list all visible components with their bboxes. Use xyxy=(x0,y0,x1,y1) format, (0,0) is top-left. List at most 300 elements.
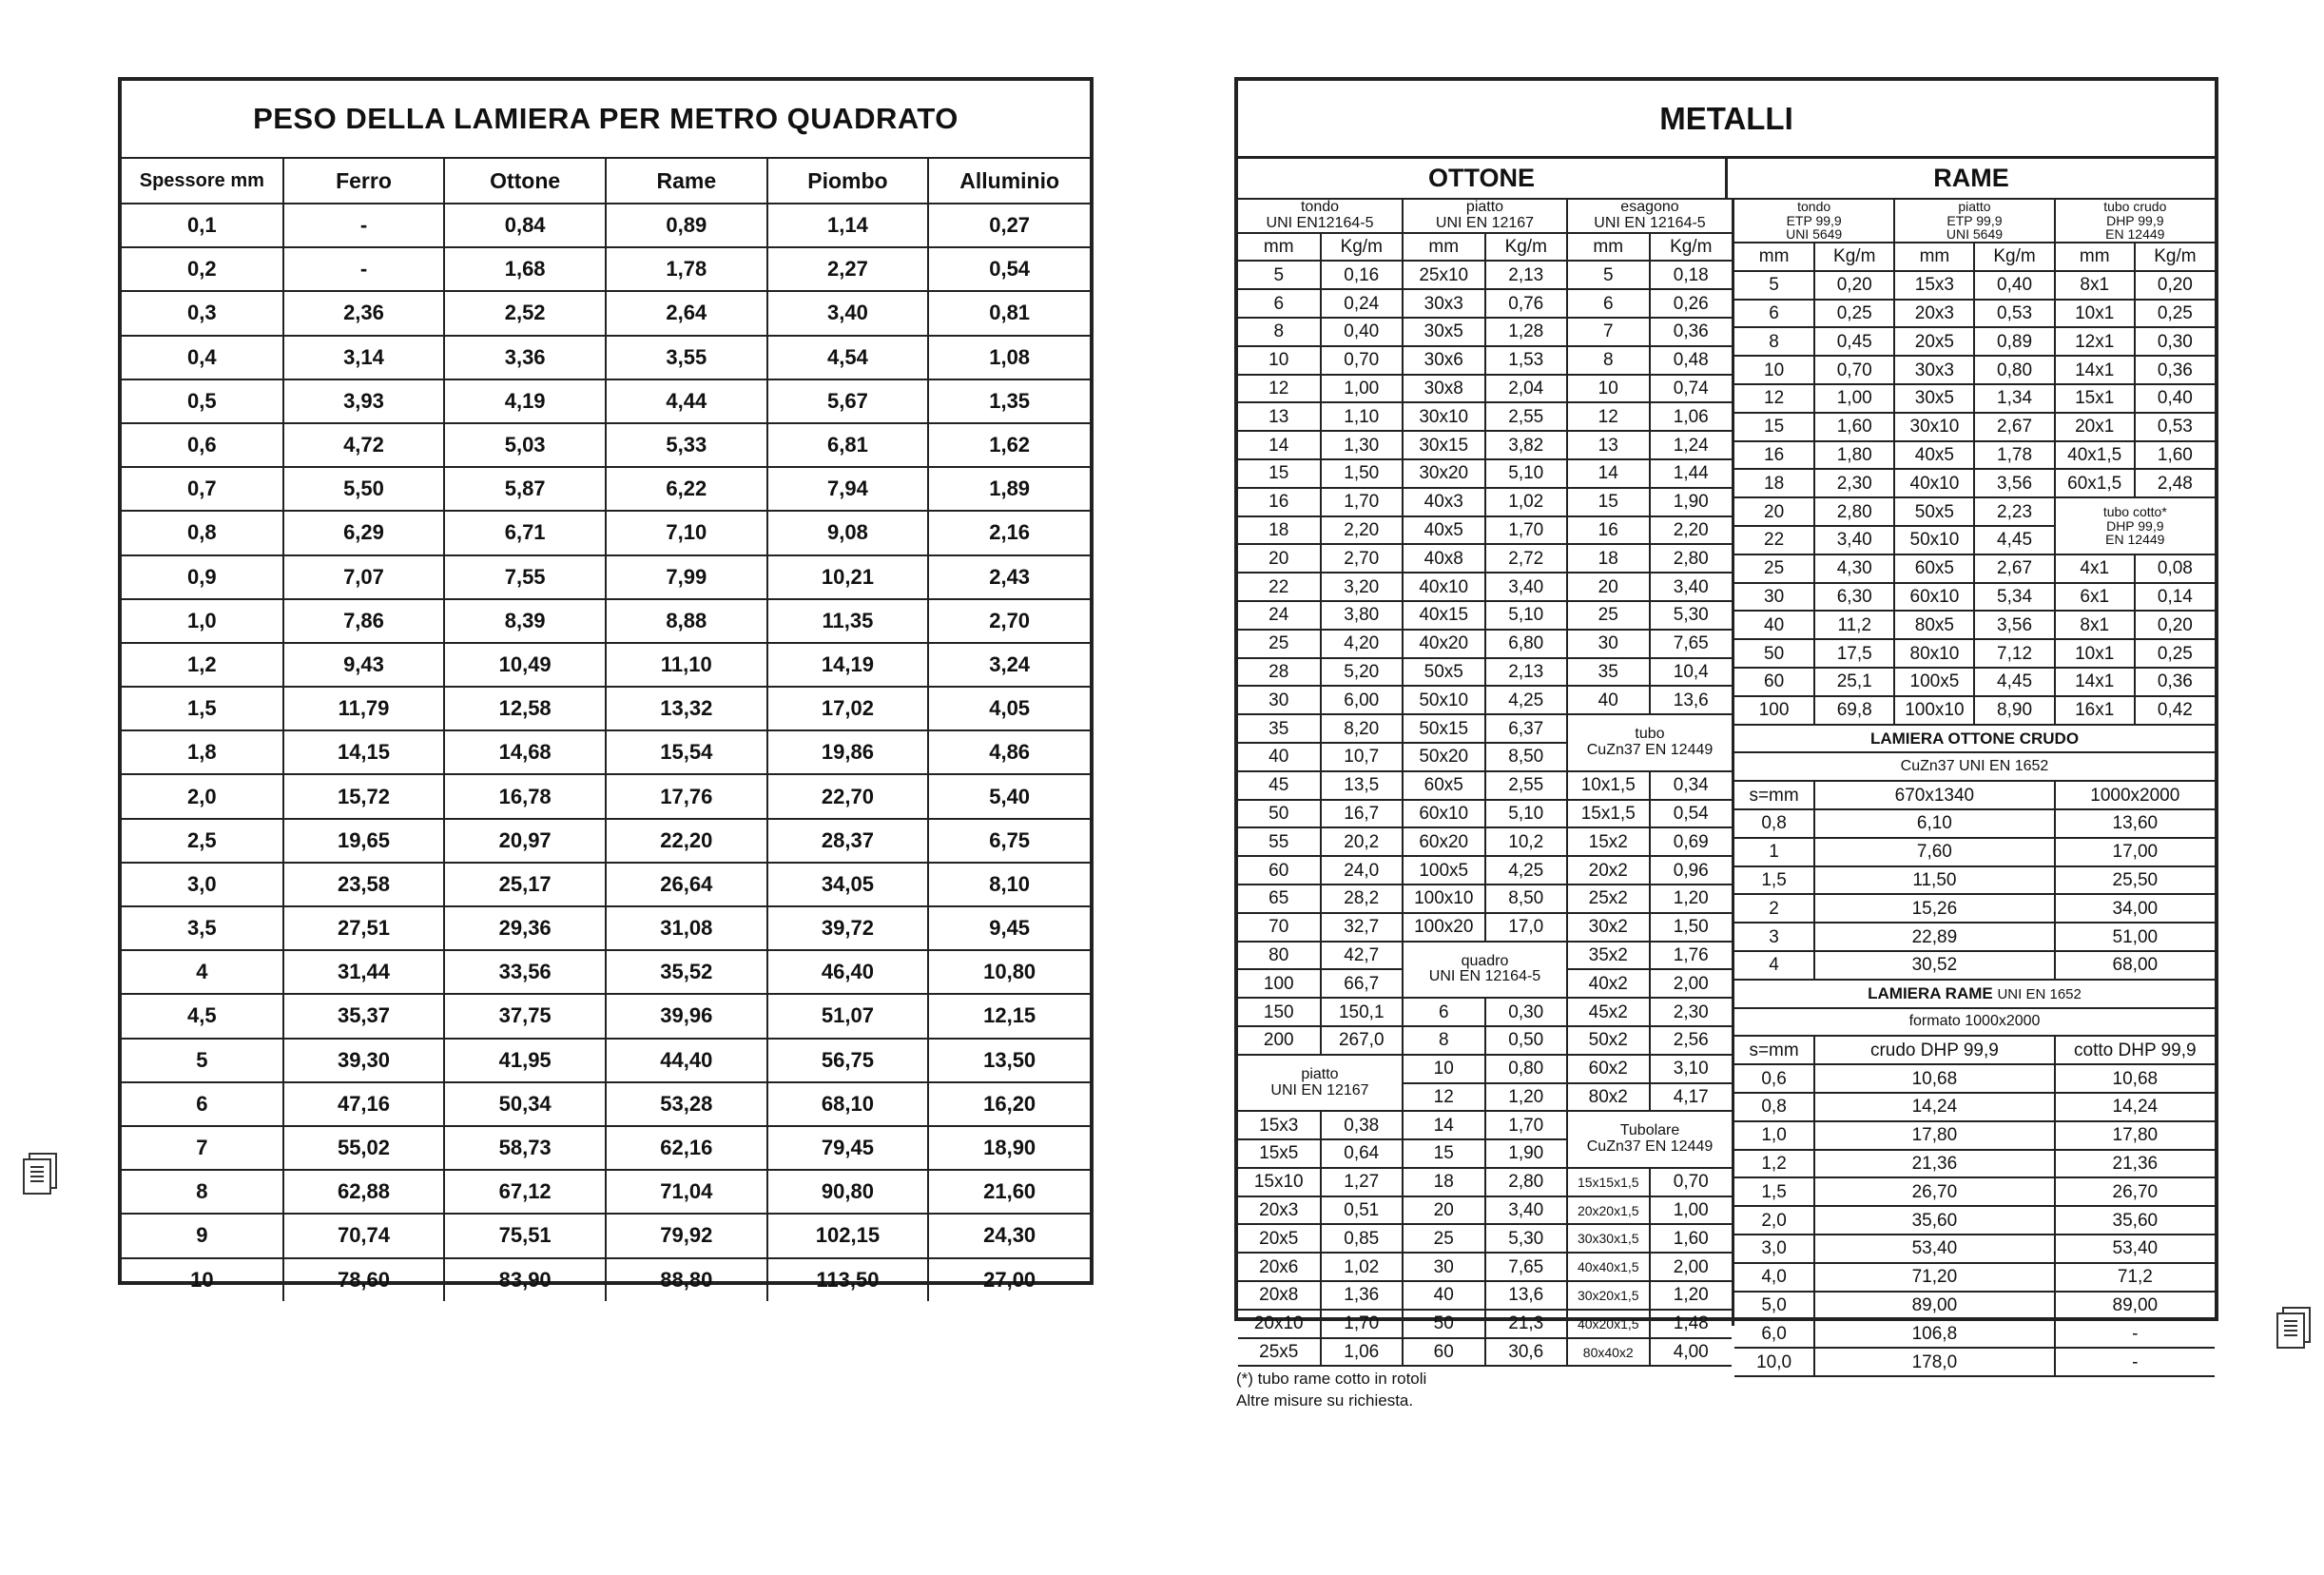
table-cell: 1,70 xyxy=(1321,488,1404,516)
table-cell: 5,40 xyxy=(928,774,1090,818)
table-cell: 1,2 xyxy=(1734,1150,1814,1178)
table-cell: 17,76 xyxy=(606,774,767,818)
table-cell: 51,07 xyxy=(767,994,929,1038)
lamiera-rame-norm: UNI EN 1652 xyxy=(1997,986,2082,1003)
table-cell: 22,89 xyxy=(1814,923,2054,951)
table-cell: 3,14 xyxy=(283,336,445,379)
table-cell: 0,9 xyxy=(122,555,283,599)
table-row xyxy=(1734,554,2215,583)
table-cell: 15 xyxy=(1734,413,1814,441)
table-cell: 12x1 xyxy=(2055,327,2135,356)
table-cell: 35,52 xyxy=(606,950,767,994)
table-cell: 65 xyxy=(1238,885,1321,913)
table-cell: 4 xyxy=(1734,951,1814,980)
metalli-title: METALLI xyxy=(1238,81,2215,159)
table-cell: 45x2 xyxy=(1567,998,1650,1026)
table-cell: 50x10 xyxy=(1403,686,1485,714)
table-cell: 2,52 xyxy=(444,291,606,335)
table-cell: 20x10 xyxy=(1238,1310,1321,1338)
table-cell: 1,60 xyxy=(1814,413,1894,441)
table-cell: 2,30 xyxy=(1650,998,1733,1026)
table-cell: 2,0 xyxy=(122,774,283,818)
table-row xyxy=(1734,1348,2215,1376)
table-cell: 27,00 xyxy=(928,1258,1090,1301)
table-cell: 3,56 xyxy=(1974,469,2054,497)
table-row xyxy=(122,599,1090,643)
table-cell: 5,50 xyxy=(283,467,445,511)
table-cell: 3,40 xyxy=(1814,526,1894,554)
table-row xyxy=(1238,488,1732,516)
table-cell: 0,74 xyxy=(1650,375,1733,403)
table-row xyxy=(1238,856,1732,885)
table-cell: 0,3 xyxy=(122,291,283,335)
table-row xyxy=(1238,346,1732,375)
table-cell: 30x3 xyxy=(1894,356,1974,384)
table-cell: 14,68 xyxy=(444,730,606,774)
table-cell: 25 xyxy=(1734,554,1814,583)
table-cell: 34,05 xyxy=(767,863,929,906)
table-row xyxy=(122,247,1090,291)
table-cell: 2,43 xyxy=(928,555,1090,599)
table-cell: 0,50 xyxy=(1485,1026,1568,1055)
table-cell: 12,15 xyxy=(928,994,1090,1038)
table-cell: 3,10 xyxy=(1650,1055,1733,1083)
table-cell: 14,19 xyxy=(767,643,929,687)
table-cell: 2,67 xyxy=(1974,554,2054,583)
table-cell: 17,0 xyxy=(1485,913,1568,942)
table-cell: 2,27 xyxy=(767,247,929,291)
table-cell: 10,80 xyxy=(928,950,1090,994)
table-cell: 50 xyxy=(1734,639,1814,668)
table-cell: 16,78 xyxy=(444,774,606,818)
table-cell: 7,94 xyxy=(767,467,929,511)
table-cell: 6,0 xyxy=(1734,1319,1814,1348)
table-cell: 40x10 xyxy=(1403,573,1485,601)
table-cell: 0,27 xyxy=(928,204,1090,247)
table-cell: 71,20 xyxy=(1814,1263,2054,1292)
table-cell: 100x5 xyxy=(1403,856,1485,885)
table-cell: - xyxy=(283,204,445,247)
table-cell: 5 xyxy=(1567,261,1650,289)
table-cell: 66,7 xyxy=(1321,969,1404,998)
table-cell: 20x3 xyxy=(1238,1196,1321,1225)
table-cell: 4,5 xyxy=(122,994,283,1038)
table-row xyxy=(1734,894,2215,923)
table-cell: 3,40 xyxy=(1485,1196,1568,1225)
table-cell: 1,14 xyxy=(767,204,929,247)
table-cell: 60x5 xyxy=(1894,554,1974,583)
table-cell: 1,34 xyxy=(1974,384,2054,413)
table-cell: 44,40 xyxy=(606,1039,767,1082)
table-cell: 30 xyxy=(1567,630,1650,658)
table-cell: 5,10 xyxy=(1485,601,1568,630)
table-cell: 0,53 xyxy=(2135,413,2215,441)
table-row xyxy=(1734,923,2215,951)
table-cell: 8x1 xyxy=(2055,611,2135,639)
table-cell: 16 xyxy=(1734,441,1814,470)
table-cell: 40x10 xyxy=(1894,469,1974,497)
table-cell: 0,51 xyxy=(1321,1196,1404,1225)
table-cell: 9,08 xyxy=(767,511,929,554)
table-cell: 0,36 xyxy=(2135,356,2215,384)
table-row xyxy=(1238,714,1732,743)
table-row xyxy=(1734,752,2215,781)
unit-header: Kg/m xyxy=(2135,243,2215,271)
unit-header: mm xyxy=(1238,233,1321,262)
table-cell: 10,68 xyxy=(2055,1064,2215,1093)
table-cell: 30x10 xyxy=(1403,402,1485,431)
table-cell: 6,81 xyxy=(767,423,929,467)
table-cell: 1,24 xyxy=(1650,431,1733,459)
table-cell: 50x10 xyxy=(1894,526,1974,554)
table-row xyxy=(1734,1093,2215,1121)
table-cell: 2,36 xyxy=(283,291,445,335)
table-cell: 0,70 xyxy=(1814,356,1894,384)
table-cell: 1,76 xyxy=(1650,942,1733,970)
table-row xyxy=(1734,1292,2215,1320)
rame-table xyxy=(1734,200,2215,1377)
table-row xyxy=(1238,601,1732,630)
table-cell: 1,28 xyxy=(1485,318,1568,346)
column-header: quadro UNI EN 12164-5 xyxy=(1403,942,1567,999)
table-cell: 3,0 xyxy=(122,863,283,906)
table-cell: 150,1 xyxy=(1321,998,1404,1026)
table-cell: 3,20 xyxy=(1321,573,1404,601)
table-cell: 3,55 xyxy=(606,336,767,379)
table-cell: 25 xyxy=(1238,630,1321,658)
table-cell: 0,48 xyxy=(1650,346,1733,375)
table-cell: 10,0 xyxy=(1734,1348,1814,1376)
table-cell: 51,00 xyxy=(2055,923,2215,951)
table-row xyxy=(1238,318,1732,346)
table-cell: 20,97 xyxy=(444,819,606,863)
table-cell: 0,89 xyxy=(1974,327,2054,356)
table-cell: 14x1 xyxy=(2055,356,2135,384)
table-cell: 100x10 xyxy=(1403,885,1485,913)
table-cell: 20x3 xyxy=(1894,300,1974,328)
table-cell: 0,40 xyxy=(2135,384,2215,413)
table-cell: 31,08 xyxy=(606,906,767,950)
table-cell: 2,80 xyxy=(1650,544,1733,573)
table-cell: 1,00 xyxy=(1650,1196,1733,1225)
table-cell: 14x1 xyxy=(2055,668,2135,696)
table-cell: 10 xyxy=(1238,346,1321,375)
table-cell: 24 xyxy=(1238,601,1321,630)
table-row xyxy=(122,379,1090,423)
lamiera-ottone-subtitle: CuZn37 UNI EN 1652 xyxy=(1734,752,2215,781)
table-cell: 28,37 xyxy=(767,819,929,863)
document-icon[interactable] xyxy=(23,1153,57,1195)
table-row xyxy=(1238,431,1732,459)
table-cell: 40x20 xyxy=(1403,630,1485,658)
table-row xyxy=(1734,1235,2215,1263)
table-cell: 18 xyxy=(1238,516,1321,545)
table-cell: 30x20x1,5 xyxy=(1567,1281,1650,1310)
table-cell: 1,90 xyxy=(1485,1139,1568,1168)
table-cell: 6,30 xyxy=(1814,583,1894,612)
table-cell: 40x5 xyxy=(1894,441,1974,470)
table-cell: 10,49 xyxy=(444,643,606,687)
table-cell: 6x1 xyxy=(2055,583,2135,612)
table-cell: 12 xyxy=(1734,384,1814,413)
table-cell: 60x10 xyxy=(1403,800,1485,828)
table-cell: 35 xyxy=(1238,714,1321,743)
table-cell: 12 xyxy=(1567,402,1650,431)
table-row xyxy=(1238,913,1732,942)
table-cell: 15,72 xyxy=(283,774,445,818)
table-cell: 6 xyxy=(1238,289,1321,318)
table-cell: - xyxy=(2055,1319,2215,1348)
table-cell: - xyxy=(2055,1348,2215,1376)
table-cell: 10,7 xyxy=(1321,743,1404,771)
table-cell: 1,20 xyxy=(1650,1281,1733,1310)
table-cell: 20x6 xyxy=(1238,1253,1321,1281)
table-row xyxy=(1734,1263,2215,1292)
table-cell: 0,34 xyxy=(1650,771,1733,800)
table-cell: 100x20 xyxy=(1403,913,1485,942)
table-cell: 1,00 xyxy=(1814,384,1894,413)
table-cell: 5,30 xyxy=(1485,1224,1568,1253)
table-row xyxy=(1238,261,1732,289)
table-cell: 21,36 xyxy=(2055,1150,2215,1178)
table-cell: 0,36 xyxy=(2135,668,2215,696)
table-cell: 19,65 xyxy=(283,819,445,863)
column-header: piatto UNI EN 12167 xyxy=(1238,1055,1403,1112)
table-cell: 13,60 xyxy=(2055,809,2215,838)
table-cell: 0,2 xyxy=(122,247,283,291)
table-cell: 69,8 xyxy=(1814,696,1894,725)
table-cell: 2,5 xyxy=(122,819,283,863)
table-cell: 17,5 xyxy=(1814,639,1894,668)
lamiera-rame-title-text: LAMIERA RAME xyxy=(1868,984,1993,1003)
table-cell: 40 xyxy=(1238,743,1321,771)
table-cell: 15x10 xyxy=(1238,1168,1321,1196)
table-row xyxy=(122,423,1090,467)
column-header: tubo crudo DHP 99,9 EN 12449 xyxy=(2055,200,2215,243)
table-cell: 0,24 xyxy=(1321,289,1404,318)
table-cell: 1,89 xyxy=(928,467,1090,511)
table-cell: 1,06 xyxy=(1650,402,1733,431)
table-cell: crudo DHP 99,9 xyxy=(1814,1036,2054,1064)
table-row xyxy=(122,1082,1090,1126)
table-row xyxy=(1238,200,1732,233)
table-cell: 4,44 xyxy=(606,379,767,423)
table-cell: 20 xyxy=(1238,544,1321,573)
table-row xyxy=(1238,1055,1732,1083)
footnote-line-2: Altre misure su richiesta. xyxy=(1236,1391,1414,1410)
table-cell: 100x10 xyxy=(1894,696,1974,725)
table-cell: 0,80 xyxy=(1485,1055,1568,1083)
table-cell: 80x40x2 xyxy=(1567,1338,1650,1367)
table-cell: 1,0 xyxy=(1734,1121,1814,1150)
table-row xyxy=(1238,375,1732,403)
table-cell: 7 xyxy=(122,1126,283,1170)
table-cell: 14,24 xyxy=(2055,1093,2215,1121)
table-cell: 13,50 xyxy=(928,1039,1090,1082)
table-cell: 13 xyxy=(1567,431,1650,459)
table-cell: 30,52 xyxy=(1814,951,2054,980)
table-cell: 4,17 xyxy=(1650,1083,1733,1112)
table-row xyxy=(1238,1281,1732,1310)
table-row xyxy=(1734,838,2215,866)
table-cell: 79,92 xyxy=(606,1214,767,1257)
table-cell: 8,50 xyxy=(1485,885,1568,913)
table-cell: 0,25 xyxy=(2135,639,2215,668)
table-cell: 10,4 xyxy=(1650,658,1733,687)
table-cell: 3 xyxy=(1734,923,1814,951)
table-cell: 20 xyxy=(1567,573,1650,601)
table-cell: 2,56 xyxy=(1650,1026,1733,1055)
table-cell: 1,53 xyxy=(1485,346,1568,375)
table-cell: 4,72 xyxy=(283,423,445,467)
table-cell: 12,58 xyxy=(444,687,606,730)
table-cell: 7,86 xyxy=(283,599,445,643)
ottone-table xyxy=(1238,200,1732,1367)
table-cell: 11,50 xyxy=(1814,866,2054,895)
table-cell: cotto DHP 99,9 xyxy=(2055,1036,2215,1064)
table-cell: 9,43 xyxy=(283,643,445,687)
table-row xyxy=(1238,1111,1732,1139)
table-cell: 0,25 xyxy=(1814,300,1894,328)
table-cell: 8,88 xyxy=(606,599,767,643)
table-cell: 1,8 xyxy=(122,730,283,774)
table-cell: 13,6 xyxy=(1485,1281,1568,1310)
table-cell: 1,08 xyxy=(928,336,1090,379)
column-header: piatto ETP 99,9 UNI 5649 xyxy=(1894,200,2054,243)
table-cell: 55,02 xyxy=(283,1126,445,1170)
table-cell: 39,30 xyxy=(283,1039,445,1082)
table-cell: 28 xyxy=(1238,658,1321,687)
table-row xyxy=(1238,1196,1732,1225)
table-cell: 17,80 xyxy=(2055,1121,2215,1150)
table-cell: 89,00 xyxy=(1814,1292,2054,1320)
table-cell: 0,80 xyxy=(1974,356,2054,384)
table-cell: 47,16 xyxy=(283,1082,445,1126)
table-cell: 7,65 xyxy=(1650,630,1733,658)
table-cell: 5 xyxy=(1238,261,1321,289)
table-cell: 0,25 xyxy=(2135,300,2215,328)
table-cell: 1,0 xyxy=(122,599,283,643)
table-row xyxy=(122,819,1090,863)
table-row xyxy=(122,511,1090,554)
unit-header: Kg/m xyxy=(1650,233,1733,262)
table-row xyxy=(1734,809,2215,838)
table-cell: 75,51 xyxy=(444,1214,606,1257)
table-cell: s=mm xyxy=(1734,1036,1814,1064)
table-cell: 4,19 xyxy=(444,379,606,423)
table-cell: 0,26 xyxy=(1650,289,1733,318)
table-cell: 30x5 xyxy=(1894,384,1974,413)
table-cell: 0,42 xyxy=(2135,696,2215,725)
table-cell: 78,60 xyxy=(283,1258,445,1301)
table-cell: 4,86 xyxy=(928,730,1090,774)
table-row xyxy=(1734,668,2215,696)
table-cell: 20 xyxy=(1403,1196,1485,1225)
table-row xyxy=(1734,1150,2215,1178)
table-cell: 30x15 xyxy=(1403,431,1485,459)
table-cell: 80 xyxy=(1238,942,1321,970)
table-cell: 26,64 xyxy=(606,863,767,906)
table-cell: 1,5 xyxy=(122,687,283,730)
table-row xyxy=(1734,327,2215,356)
table-cell: 15x5 xyxy=(1238,1139,1321,1168)
table-cell: 46,40 xyxy=(767,950,929,994)
table-cell: 2,70 xyxy=(1321,544,1404,573)
table-cell: 0,1 xyxy=(122,204,283,247)
table-cell: 4,25 xyxy=(1485,856,1568,885)
table-cell: 20x20x1,5 xyxy=(1567,1196,1650,1225)
table-row xyxy=(122,336,1090,379)
table-cell: 1,06 xyxy=(1321,1338,1404,1367)
table-cell: 7,65 xyxy=(1485,1253,1568,1281)
table-cell: 3,40 xyxy=(1650,573,1733,601)
table-row xyxy=(1238,1224,1732,1253)
table-cell: 15 xyxy=(1238,459,1321,488)
table-cell: 30 xyxy=(1238,686,1321,714)
column-header: tondo ETP 99,9 UNI 5649 xyxy=(1734,200,1894,243)
table-cell: 15,54 xyxy=(606,730,767,774)
table-cell: 0,8 xyxy=(1734,1093,1814,1121)
table-cell: 0,40 xyxy=(1321,318,1404,346)
table-cell: 40 xyxy=(1734,611,1814,639)
table-row xyxy=(1734,611,2215,639)
unit-header: Kg/m xyxy=(1814,243,1894,271)
table-cell: 0,84 xyxy=(444,204,606,247)
table-cell: 0,54 xyxy=(1650,800,1733,828)
table-cell: 40 xyxy=(1567,686,1650,714)
table-cell: 60 xyxy=(1734,668,1814,696)
table-cell: 17,80 xyxy=(1814,1121,2054,1150)
column-header: tondo UNI EN12164-5 xyxy=(1238,200,1403,233)
table-cell: 50x2 xyxy=(1567,1026,1650,1055)
table-cell: 1,02 xyxy=(1321,1253,1404,1281)
table-cell: 5,34 xyxy=(1974,583,2054,612)
table-cell: 5 xyxy=(1734,271,1814,300)
table-cell: 1,10 xyxy=(1321,402,1404,431)
table-cell: 20x8 xyxy=(1238,1281,1321,1310)
table-cell: 1,68 xyxy=(444,247,606,291)
weight-table-panel xyxy=(118,77,1094,1292)
table-cell: 15x1 xyxy=(2055,384,2135,413)
table-cell: 8,20 xyxy=(1321,714,1404,743)
unit-header: mm xyxy=(1403,233,1485,262)
table-cell: 0,38 xyxy=(1321,1111,1404,1139)
table-cell: 7 xyxy=(1567,318,1650,346)
header-piombo: Piombo xyxy=(767,158,929,204)
table-cell: 0,6 xyxy=(1734,1064,1814,1093)
table-cell: 6,29 xyxy=(283,511,445,554)
table-cell: 40x40x1,5 xyxy=(1567,1253,1650,1281)
table-cell: 3,93 xyxy=(283,379,445,423)
table-cell: 2,80 xyxy=(1814,497,1894,526)
table-cell: 20,2 xyxy=(1321,827,1404,856)
table-cell: 45 xyxy=(1238,771,1321,800)
table-cell: 23,58 xyxy=(283,863,445,906)
table-cell: 2,48 xyxy=(2135,469,2215,497)
footnote-line-1: (*) tubo rame cotto in rotoli xyxy=(1236,1370,1427,1388)
table-cell: 35,60 xyxy=(1814,1206,2054,1235)
weight-table-title: PESO DELLA LAMIERA PER METRO QUADRATO xyxy=(122,81,1090,158)
table-cell: 71,04 xyxy=(606,1170,767,1214)
table-row xyxy=(1238,942,1732,970)
document-icon[interactable] xyxy=(2276,1307,2311,1349)
table-cell: 16 xyxy=(1567,516,1650,545)
table-cell: 1,48 xyxy=(1650,1310,1733,1338)
table-cell: 60x20 xyxy=(1403,827,1485,856)
table-cell: 22,20 xyxy=(606,819,767,863)
table-row xyxy=(122,1214,1090,1257)
table-row xyxy=(1734,781,2215,809)
